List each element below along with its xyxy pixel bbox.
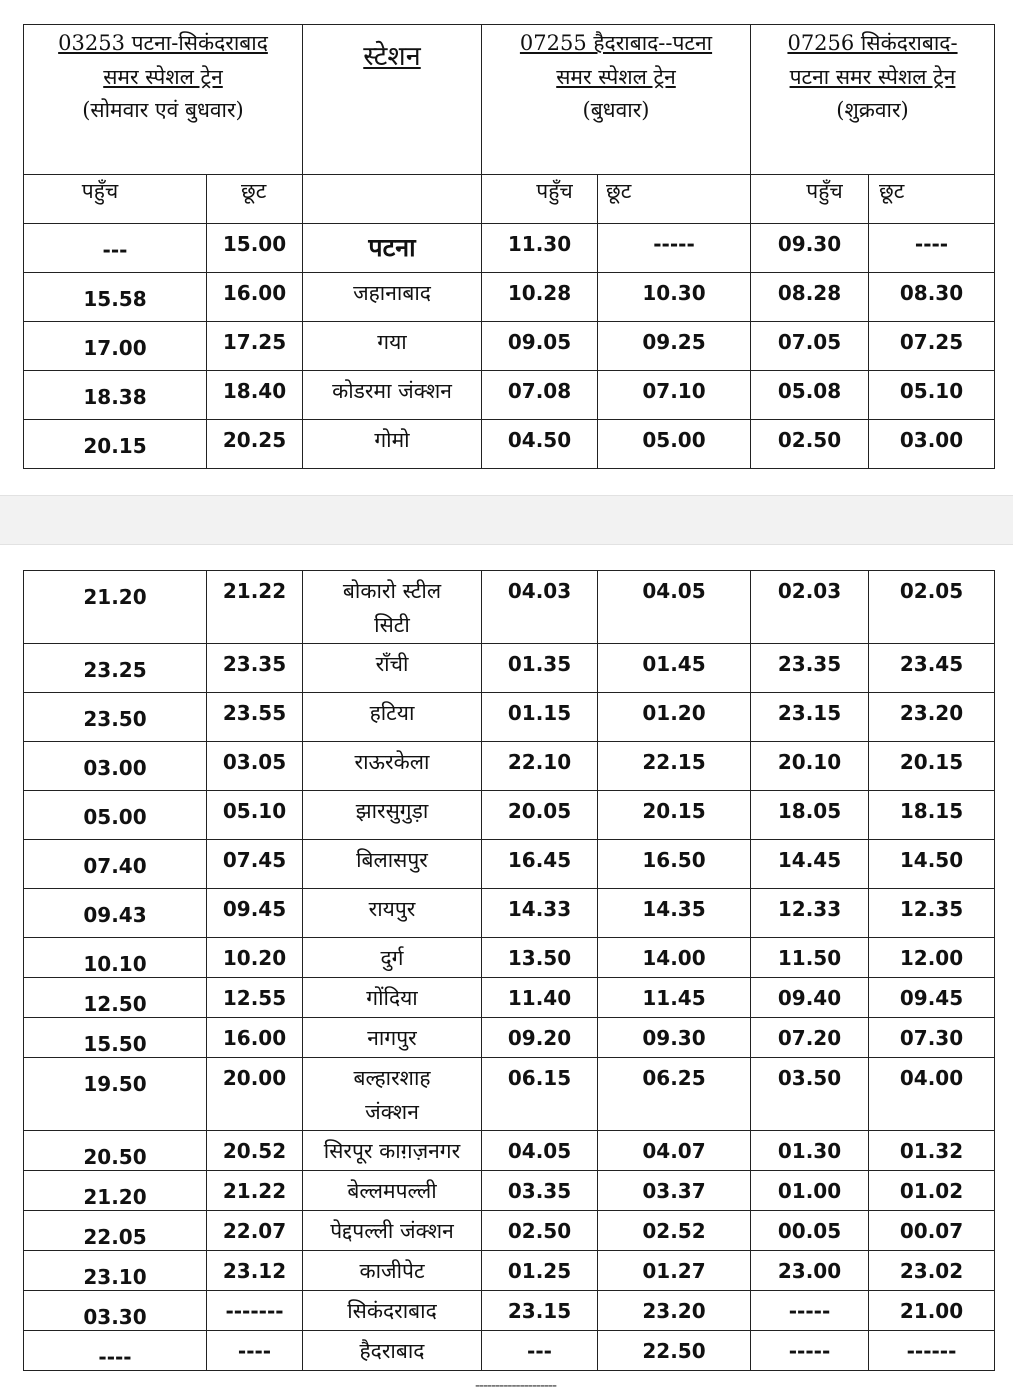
train2-arrival: 11.30 bbox=[482, 224, 598, 273]
station-name bbox=[303, 371, 482, 420]
train1-arrival: 03.00 bbox=[24, 742, 207, 791]
train1-arrival: 20.50 bbox=[24, 1131, 207, 1171]
train2-arrival: 01.25 bbox=[482, 1251, 598, 1291]
station-name-text: काजीपेट bbox=[359, 1259, 425, 1283]
train3-arrival: 01.30 bbox=[751, 1131, 869, 1171]
table-row bbox=[24, 322, 995, 371]
table-row bbox=[24, 1171, 995, 1211]
station-name bbox=[303, 938, 482, 978]
train2-departure: 09.25 bbox=[598, 322, 751, 371]
station-name bbox=[303, 742, 482, 791]
train2-departure: 04.07 bbox=[598, 1131, 751, 1171]
station-name-text: बिलासपुर bbox=[356, 848, 428, 872]
table-row bbox=[24, 371, 995, 420]
footer-dashes: -------------------- bbox=[475, 1378, 557, 1394]
train1-arrival: 10.10 bbox=[24, 938, 207, 978]
table-row bbox=[24, 840, 995, 889]
table-row bbox=[24, 938, 995, 978]
train2-departure: 01.27 bbox=[598, 1251, 751, 1291]
train1-arrival: 21.20 bbox=[24, 1171, 207, 1211]
table-row bbox=[24, 978, 995, 1018]
train2-departure: ----- bbox=[598, 224, 751, 273]
station-name-text: हटिया bbox=[369, 701, 415, 725]
dep-label: छूट bbox=[207, 175, 303, 224]
train3-arrival: 23.15 bbox=[751, 693, 869, 742]
train3-departure: 23.45 bbox=[869, 644, 995, 693]
train3-arrival: 02.03 bbox=[751, 571, 869, 644]
train3-departure: 04.00 bbox=[869, 1058, 995, 1131]
table-row bbox=[24, 1058, 995, 1131]
train1-arrival: 22.05 bbox=[24, 1211, 207, 1251]
train2-departure: 06.25 bbox=[598, 1058, 751, 1131]
dep-label: छूट bbox=[869, 175, 995, 224]
train3-departure: 21.00 bbox=[869, 1291, 995, 1331]
train3-arrival: 23.35 bbox=[751, 644, 869, 693]
station-name bbox=[303, 644, 482, 693]
station-name bbox=[303, 791, 482, 840]
train2-departure: 22.15 bbox=[598, 742, 751, 791]
train3-departure: 14.50 bbox=[869, 840, 995, 889]
train1-departure: ------- bbox=[207, 1291, 303, 1331]
train2-arrival: 10.28 bbox=[482, 273, 598, 322]
train2-arrival: 01.35 bbox=[482, 644, 598, 693]
table-row bbox=[24, 273, 995, 322]
train3-departure: 08.30 bbox=[869, 273, 995, 322]
train1-departure: 07.45 bbox=[207, 840, 303, 889]
train3-arrival: 02.50 bbox=[751, 420, 869, 469]
top-cutoff bbox=[0, 0, 1013, 20]
station-name-text: पेद्दपल्ली जंक्शन bbox=[330, 1219, 454, 1243]
train1-departure: 17.25 bbox=[207, 322, 303, 371]
train2-departure: 11.45 bbox=[598, 978, 751, 1018]
table-row bbox=[24, 420, 995, 469]
train1-arrival: 18.38 bbox=[24, 371, 207, 420]
table-row bbox=[24, 1251, 995, 1291]
station-name bbox=[303, 224, 482, 273]
train1-arrival: 12.50 bbox=[24, 978, 207, 1018]
train2-arrival: 09.20 bbox=[482, 1018, 598, 1058]
schedule-table-top bbox=[23, 24, 995, 469]
station-name bbox=[303, 1131, 482, 1171]
train2-arrival: 04.50 bbox=[482, 420, 598, 469]
table-row bbox=[24, 571, 995, 644]
station-name-text: दुर्ग bbox=[380, 946, 404, 970]
train3-arrival: 00.05 bbox=[751, 1211, 869, 1251]
train3-arrival: 09.30 bbox=[751, 224, 869, 273]
train2-arrival: --- bbox=[482, 1331, 598, 1371]
train3-arrival: 20.10 bbox=[751, 742, 869, 791]
train2-arrival: 23.15 bbox=[482, 1291, 598, 1331]
train1-departure: 05.10 bbox=[207, 791, 303, 840]
table-row bbox=[24, 1018, 995, 1058]
station-name bbox=[303, 1251, 482, 1291]
train1-departure: 23.55 bbox=[207, 693, 303, 742]
train1-arrival: 07.40 bbox=[24, 840, 207, 889]
table-row bbox=[24, 889, 995, 938]
train1-arrival: 09.43 bbox=[24, 889, 207, 938]
train3-arrival: 18.05 bbox=[751, 791, 869, 840]
train1-departure: 03.05 bbox=[207, 742, 303, 791]
train3-arrival: 14.45 bbox=[751, 840, 869, 889]
train2-arrival: 22.10 bbox=[482, 742, 598, 791]
train1-arrival: 15.58 bbox=[24, 273, 207, 322]
station-name bbox=[303, 889, 482, 938]
station-name-text: गया bbox=[377, 330, 407, 354]
train2-departure: 09.30 bbox=[598, 1018, 751, 1058]
station-name bbox=[303, 571, 482, 644]
train2-arrival: 11.40 bbox=[482, 978, 598, 1018]
station-name bbox=[303, 1291, 482, 1331]
train2-arrival: 01.15 bbox=[482, 693, 598, 742]
page-gap bbox=[0, 495, 1013, 545]
train1-departure: ---- bbox=[207, 1331, 303, 1371]
train3-title: 07256 सिकंदराबाद- bbox=[787, 31, 958, 55]
train3-arrival: 07.05 bbox=[751, 322, 869, 371]
train3-arrival: 09.40 bbox=[751, 978, 869, 1018]
train3-departure: 12.35 bbox=[869, 889, 995, 938]
train1-departure: 12.55 bbox=[207, 978, 303, 1018]
train1-arrival: 03.30 bbox=[24, 1291, 207, 1331]
station-name-text: झारसुगुड़ा bbox=[355, 799, 429, 823]
table-row bbox=[24, 224, 995, 273]
train3-arrival: ----- bbox=[751, 1331, 869, 1371]
train1-arrival: 17.00 bbox=[24, 322, 207, 371]
station-name bbox=[303, 978, 482, 1018]
train3-arrival: 01.00 bbox=[751, 1171, 869, 1211]
train2-departure: 20.15 bbox=[598, 791, 751, 840]
train3-departure: 00.07 bbox=[869, 1211, 995, 1251]
station-name bbox=[303, 693, 482, 742]
train3-arrival: 11.50 bbox=[751, 938, 869, 978]
train1-arrival: 23.25 bbox=[24, 644, 207, 693]
train1-days: (सोमवार एवं बुधवार) bbox=[82, 98, 244, 123]
train1-header bbox=[24, 25, 303, 175]
station-name-text: गोंदिया bbox=[366, 986, 418, 1010]
train1-departure: 18.40 bbox=[207, 371, 303, 420]
station-name bbox=[303, 322, 482, 371]
train3-departure: 20.15 bbox=[869, 742, 995, 791]
station-name bbox=[303, 1171, 482, 1211]
train2-departure: 05.00 bbox=[598, 420, 751, 469]
train3-arrival: 08.28 bbox=[751, 273, 869, 322]
table-row bbox=[24, 644, 995, 693]
train3-departure: ------ bbox=[869, 1331, 995, 1371]
train2-departure: 07.10 bbox=[598, 371, 751, 420]
train1-arrival: 23.50 bbox=[24, 693, 207, 742]
train2-departure: 23.20 bbox=[598, 1291, 751, 1331]
station-name-text: सिकंदराबाद bbox=[347, 1299, 437, 1323]
train2-departure: 14.35 bbox=[598, 889, 751, 938]
station-name bbox=[303, 1331, 482, 1371]
station-name-text: जहानाबाद bbox=[353, 281, 431, 305]
train1-arrival: 21.20 bbox=[24, 571, 207, 644]
train2-subtitle: समर स्पेशल ट्रेन bbox=[556, 64, 676, 89]
table-row bbox=[24, 1211, 995, 1251]
train1-arrival: ---- bbox=[24, 1331, 207, 1371]
train1-departure: 23.35 bbox=[207, 644, 303, 693]
station-name bbox=[303, 1018, 482, 1058]
train1-departure: 21.22 bbox=[207, 571, 303, 644]
schedule-table-bottom bbox=[23, 570, 995, 1371]
train2-arrival: 04.05 bbox=[482, 1131, 598, 1171]
train2-arrival: 04.03 bbox=[482, 571, 598, 644]
train2-arrival: 09.05 bbox=[482, 322, 598, 371]
train2-departure: 03.37 bbox=[598, 1171, 751, 1211]
station-name-text: बल्हारशाह bbox=[353, 1066, 431, 1090]
train1-departure: 16.00 bbox=[207, 1018, 303, 1058]
table-row bbox=[24, 1331, 995, 1371]
train3-departure: 01.02 bbox=[869, 1171, 995, 1211]
station-name-text: सिरपूर काग़ज़नगर bbox=[323, 1139, 461, 1163]
train1-arrival: 19.50 bbox=[24, 1058, 207, 1131]
station-name-text: बेल्लमपल्ली bbox=[347, 1179, 437, 1203]
train3-departure: 05.10 bbox=[869, 371, 995, 420]
station-name-text: रायपुर bbox=[368, 897, 416, 921]
train3-arrival: 23.00 bbox=[751, 1251, 869, 1291]
train2-title: 07255 हैदराबाद--पटना bbox=[519, 31, 713, 55]
train1-departure: 15.00 bbox=[207, 224, 303, 273]
train3-departure: 18.15 bbox=[869, 791, 995, 840]
train3-days: (शुक्रवार) bbox=[836, 98, 909, 123]
train2-arrival: 06.15 bbox=[482, 1058, 598, 1131]
station-name bbox=[303, 273, 482, 322]
train2-departure: 02.52 bbox=[598, 1211, 751, 1251]
train2-arrival: 13.50 bbox=[482, 938, 598, 978]
arr-label: पहुँच bbox=[482, 175, 598, 224]
train2-departure: 22.50 bbox=[598, 1331, 751, 1371]
train3-subtitle: पटना समर स्पेशल ट्रेन bbox=[789, 64, 956, 89]
train3-departure: 12.00 bbox=[869, 938, 995, 978]
train1-departure: 10.20 bbox=[207, 938, 303, 978]
train3-arrival: 05.08 bbox=[751, 371, 869, 420]
station-name bbox=[303, 1211, 482, 1251]
station-name bbox=[303, 1058, 482, 1131]
train3-departure: 09.45 bbox=[869, 978, 995, 1018]
station-name bbox=[303, 420, 482, 469]
train1-departure: 21.22 bbox=[207, 1171, 303, 1211]
train2-arrival: 16.45 bbox=[482, 840, 598, 889]
station-name bbox=[303, 840, 482, 889]
station-name-text: पटना bbox=[368, 233, 416, 262]
station-name-text: बोकारो स्टील bbox=[342, 579, 442, 603]
train2-days: (बुधवार) bbox=[582, 98, 650, 123]
train3-arrival: ----- bbox=[751, 1291, 869, 1331]
train1-departure: 20.25 bbox=[207, 420, 303, 469]
train1-departure: 16.00 bbox=[207, 273, 303, 322]
train1-arrival: 20.15 bbox=[24, 420, 207, 469]
train2-header bbox=[482, 25, 751, 175]
train1-subtitle: समर स्पेशल ट्रेन bbox=[103, 64, 223, 89]
train2-departure: 01.20 bbox=[598, 693, 751, 742]
train3-departure: 02.05 bbox=[869, 571, 995, 644]
train3-departure: 01.32 bbox=[869, 1131, 995, 1171]
station-name-text-line2: सिटी bbox=[374, 612, 410, 637]
train1-departure: 20.52 bbox=[207, 1131, 303, 1171]
train3-departure: 23.20 bbox=[869, 693, 995, 742]
station-name-text: कोडरमा जंक्शन bbox=[332, 379, 452, 403]
train3-departure: 23.02 bbox=[869, 1251, 995, 1291]
train3-arrival: 07.20 bbox=[751, 1018, 869, 1058]
train2-arrival: 02.50 bbox=[482, 1211, 598, 1251]
table-row bbox=[24, 693, 995, 742]
train1-arrival: 23.10 bbox=[24, 1251, 207, 1291]
station-name-text: राऊरकेला bbox=[354, 750, 430, 774]
train2-departure: 01.45 bbox=[598, 644, 751, 693]
train2-arrival: 14.33 bbox=[482, 889, 598, 938]
train2-departure: 16.50 bbox=[598, 840, 751, 889]
dep-label: छूट bbox=[598, 175, 751, 224]
station-name-text: राँची bbox=[375, 652, 409, 676]
train3-arrival: 03.50 bbox=[751, 1058, 869, 1131]
train1-departure: 22.07 bbox=[207, 1211, 303, 1251]
station-header-label: स्टेशन bbox=[363, 41, 421, 72]
station-name-text: गोमो bbox=[374, 428, 410, 452]
train1-arrival: 15.50 bbox=[24, 1018, 207, 1058]
station-header bbox=[303, 25, 482, 175]
arr-label: पहुँच bbox=[751, 175, 869, 224]
table-row bbox=[24, 1291, 995, 1331]
train1-arrival: --- bbox=[24, 224, 207, 273]
train2-arrival: 03.35 bbox=[482, 1171, 598, 1211]
station-name-text: हैदराबाद bbox=[359, 1339, 425, 1363]
train3-departure: 07.25 bbox=[869, 322, 995, 371]
train1-title: 03253 पटना-सिकंदराबाद bbox=[58, 31, 268, 55]
table-row bbox=[24, 742, 995, 791]
train3-departure: 03.00 bbox=[869, 420, 995, 469]
station-name-text-line2: जंक्शन bbox=[365, 1099, 419, 1124]
train1-departure: 23.12 bbox=[207, 1251, 303, 1291]
train2-arrival: 07.08 bbox=[482, 371, 598, 420]
train3-arrival: 12.33 bbox=[751, 889, 869, 938]
table-row bbox=[24, 1131, 995, 1171]
train2-departure: 04.05 bbox=[598, 571, 751, 644]
train2-arrival: 20.05 bbox=[482, 791, 598, 840]
station-name-text: नागपुर bbox=[367, 1026, 417, 1050]
sub-empty bbox=[303, 175, 482, 224]
train2-departure: 14.00 bbox=[598, 938, 751, 978]
train3-header bbox=[751, 25, 995, 175]
arr-label: पहुँच bbox=[24, 175, 207, 224]
train1-arrival: 05.00 bbox=[24, 791, 207, 840]
train3-departure: ---- bbox=[869, 224, 995, 273]
train1-departure: 09.45 bbox=[207, 889, 303, 938]
train3-departure: 07.30 bbox=[869, 1018, 995, 1058]
train2-departure: 10.30 bbox=[598, 273, 751, 322]
train1-departure: 20.00 bbox=[207, 1058, 303, 1131]
table-row bbox=[24, 791, 995, 840]
